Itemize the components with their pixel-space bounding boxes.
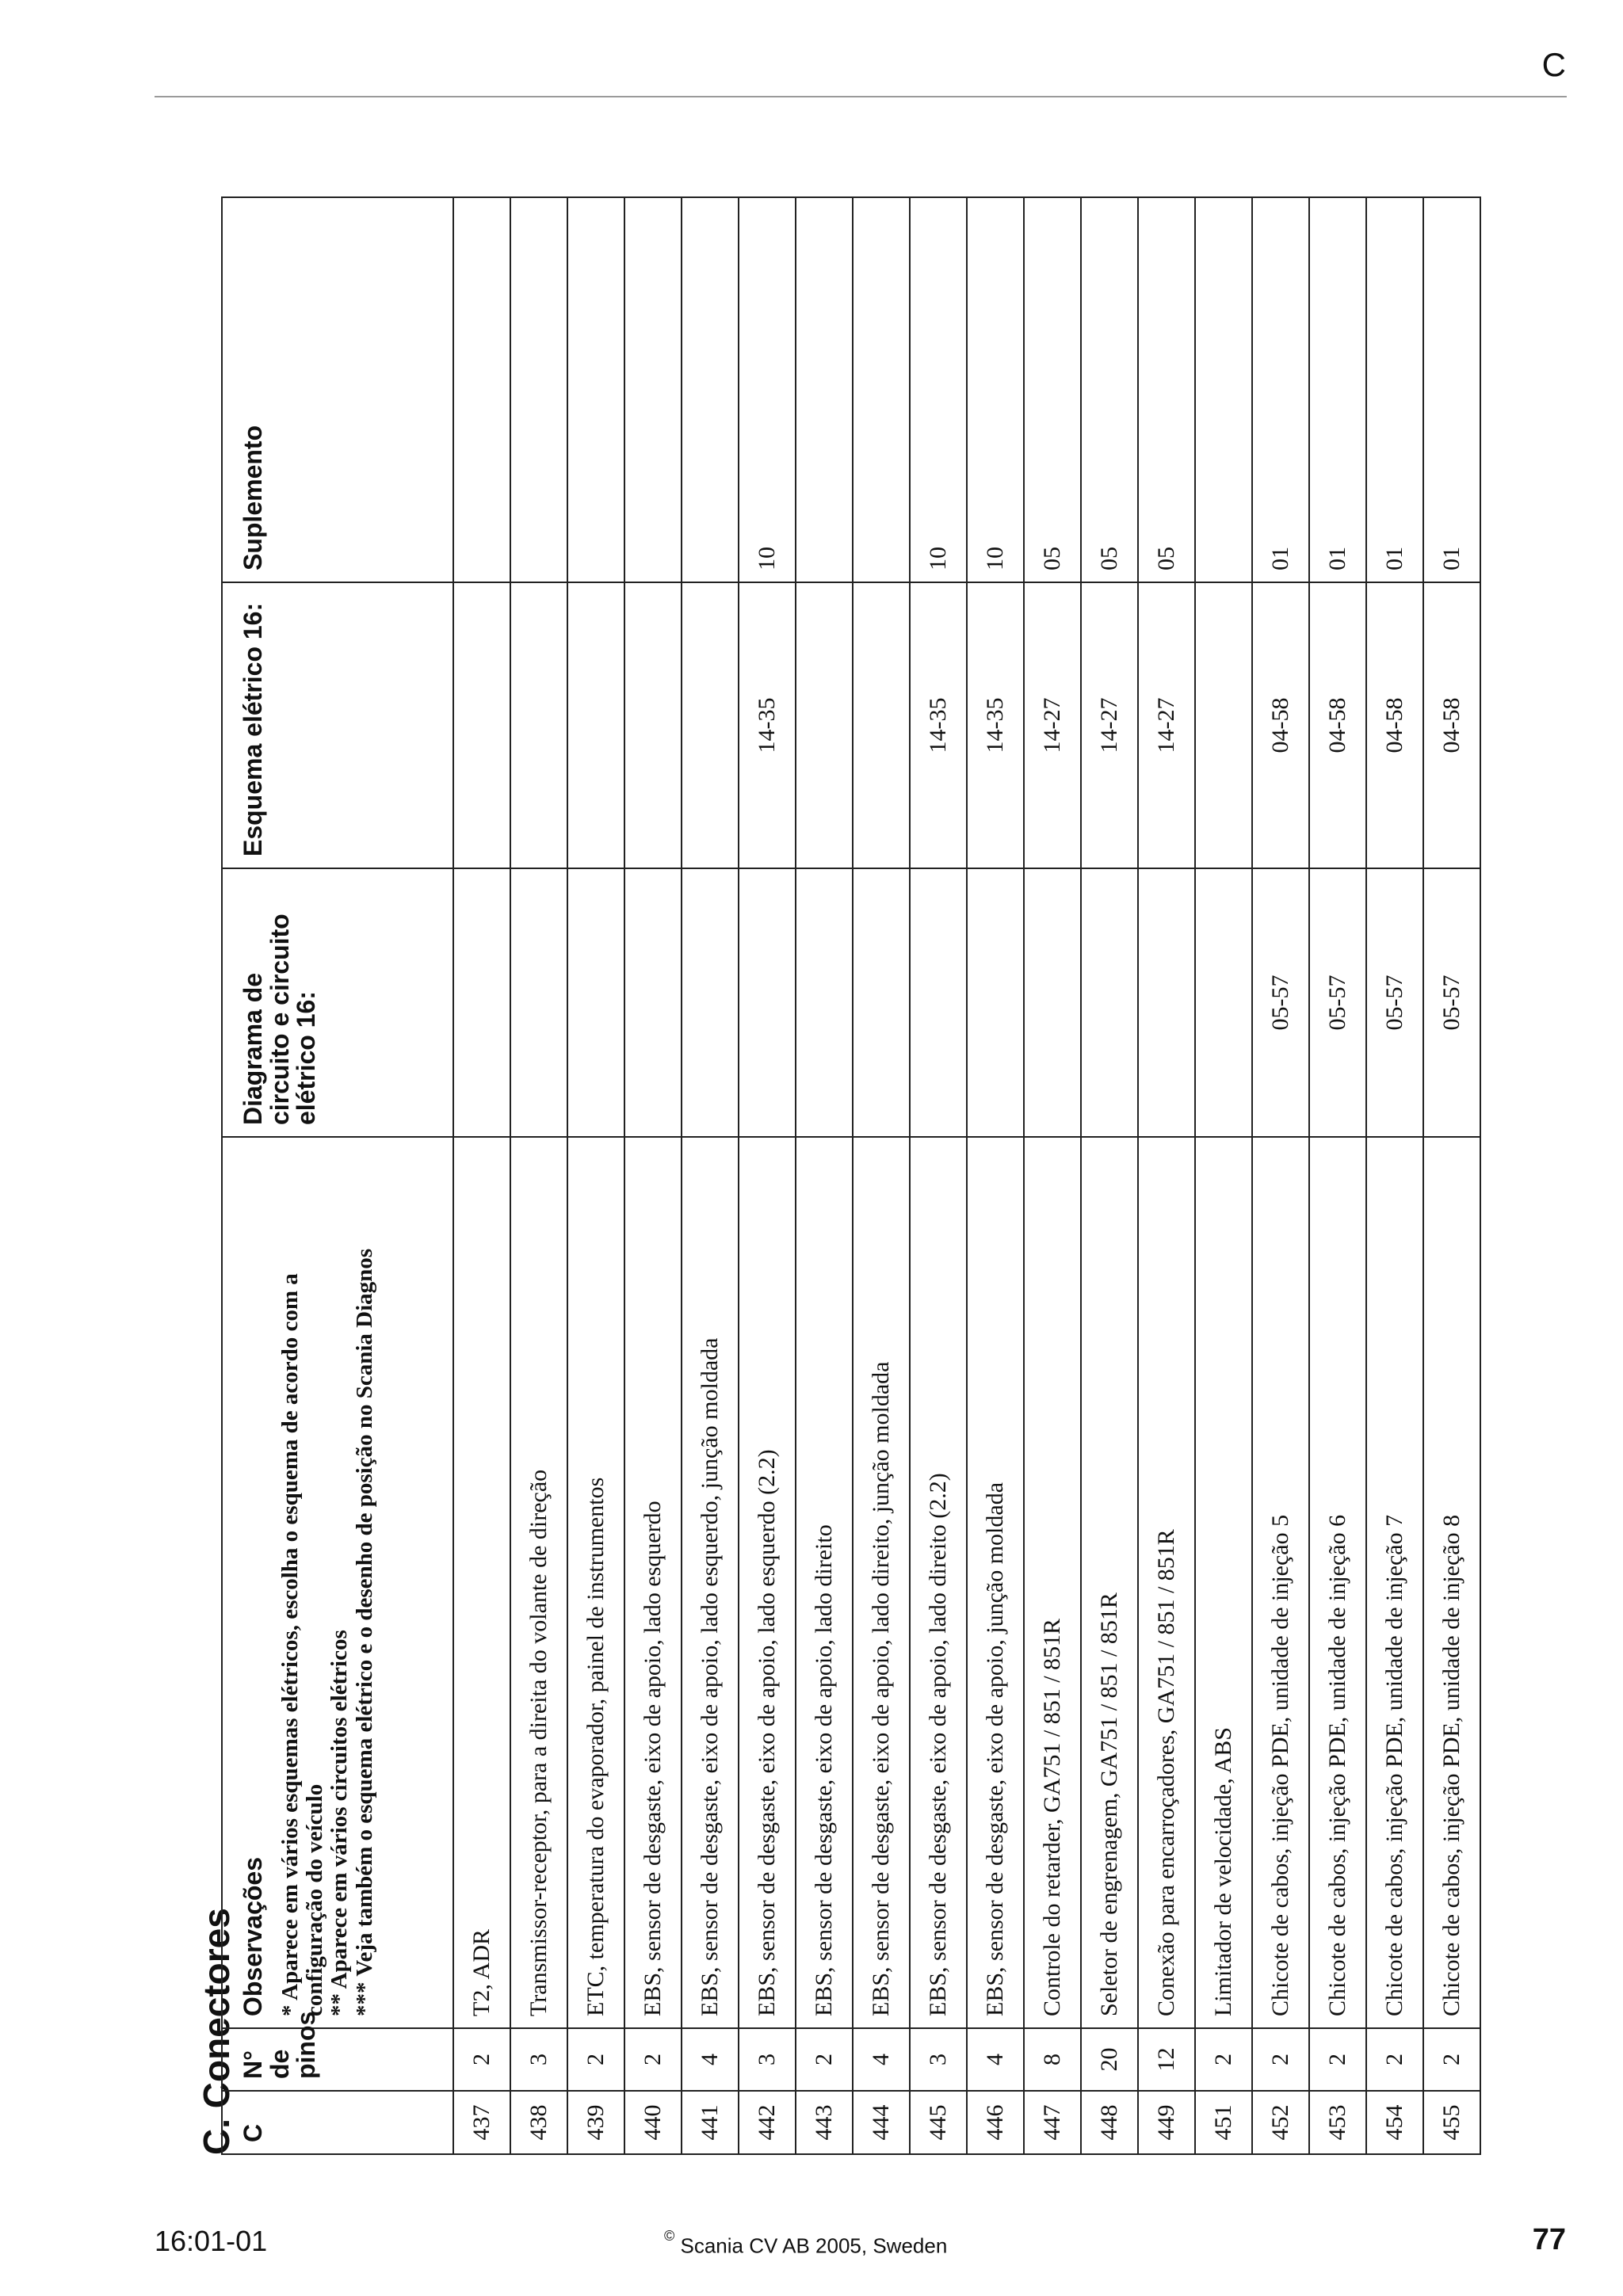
cell-connector: 445 (910, 2091, 967, 2154)
cell-connector: 449 (1138, 2091, 1195, 2154)
cell-scheme (796, 582, 853, 868)
cell-supplement (567, 197, 624, 582)
table-row (1309, 197, 1366, 2154)
table-row (1081, 197, 1138, 2154)
cell-supplement: 05 (1081, 197, 1138, 582)
table-row (1366, 197, 1423, 2154)
cell-supplement (853, 197, 910, 582)
cell-observation: EBS, sensor de desgaste, eixo de apoio, lado direito (2.2) (910, 1137, 967, 2028)
cell-pins: 2 (1252, 2028, 1309, 2091)
table-row (967, 197, 1024, 2154)
cell-diagram (910, 868, 967, 1137)
cell-diagram (1024, 868, 1081, 1137)
cell-observation: Limitador de velocidade, ABS (1195, 1137, 1252, 2028)
cell-diagram (739, 868, 796, 1137)
cell-scheme: 14-27 (1081, 582, 1138, 868)
col-header-c: C (222, 2091, 453, 2154)
note-1: * Aparece em vários esquemas elétricos, escolha o esquema de acordo com a configuração do veículo (277, 1273, 327, 2016)
cell-pins: 2 (1195, 2028, 1252, 2091)
cell-observation: EBS, sensor de desgaste, eixo de apoio, lado esquerdo (624, 1137, 682, 2028)
cell-supplement (624, 197, 682, 582)
table-row (510, 197, 567, 2154)
cell-scheme: 14-35 (967, 582, 1024, 868)
cell-diagram (567, 868, 624, 1137)
cell-observation: Chicote de cabos, injeção PDE, unidade de injeção 5 (1252, 1137, 1309, 2028)
col-header-supplement: Suplemento (222, 197, 453, 582)
cell-scheme (1195, 582, 1252, 868)
cell-diagram: 05-57 (1309, 868, 1366, 1137)
copyright-symbol: © (664, 2228, 675, 2244)
cell-connector: 439 (567, 2091, 624, 2154)
cell-connector: 455 (1423, 2091, 1480, 2154)
cell-supplement: 05 (1138, 197, 1195, 582)
cell-observation: Chicote de cabos, injeção PDE, unidade de injeção 6 (1309, 1137, 1366, 2028)
cell-pins: 3 (510, 2028, 567, 2091)
cell-observation: EBS, sensor de desgaste, eixo de apoio, junção moldada (967, 1137, 1024, 2028)
cell-pins: 4 (682, 2028, 739, 2091)
cell-connector: 441 (682, 2091, 739, 2154)
observations-notes (278, 1149, 377, 2016)
cell-scheme: 04-58 (1252, 582, 1309, 868)
cell-connector: 452 (1252, 2091, 1309, 2154)
cell-connector: 440 (624, 2091, 682, 2154)
copyright-text: Scania CV AB 2005, Sweden (680, 2233, 948, 2258)
cell-observation: ETC, temperatura do evaporador, painel de instrumentos (567, 1137, 624, 2028)
cell-scheme: 04-58 (1423, 582, 1480, 868)
cell-connector: 447 (1024, 2091, 1081, 2154)
cell-pins: 12 (1138, 2028, 1195, 2091)
cell-pins: 2 (453, 2028, 510, 2091)
cell-pins: 3 (910, 2028, 967, 2091)
cell-diagram (1138, 868, 1195, 1137)
cell-diagram: 05-57 (1423, 868, 1480, 1137)
cell-pins: 2 (1309, 2028, 1366, 2091)
cell-scheme (624, 582, 682, 868)
observations-title: Observações (239, 1856, 267, 2016)
cell-scheme: 14-27 (1024, 582, 1081, 868)
header-rule (155, 96, 1567, 97)
cell-observation: Transmissor-receptor, para a direita do volante de direção (510, 1137, 567, 2028)
cell-supplement: 01 (1309, 197, 1366, 582)
table-row (624, 197, 682, 2154)
cell-connector: 438 (510, 2091, 567, 2154)
cell-diagram (967, 868, 1024, 1137)
cell-pins: 2 (1423, 2028, 1480, 2091)
cell-observation: EBS, sensor de desgaste, eixo de apoio, lado esquerdo (2.2) (739, 1137, 796, 2028)
cell-connector: 442 (739, 2091, 796, 2154)
cell-pins: 2 (567, 2028, 624, 2091)
cell-diagram (796, 868, 853, 1137)
table-row (853, 197, 910, 2154)
cell-supplement: 10 (739, 197, 796, 582)
copyright-notice (664, 2228, 948, 2259)
cell-connector: 453 (1309, 2091, 1366, 2154)
cell-scheme: 14-35 (910, 582, 967, 868)
col-header-observations (222, 1137, 453, 2028)
cell-supplement: 01 (1366, 197, 1423, 582)
cell-scheme (682, 582, 739, 868)
cell-diagram (453, 868, 510, 1137)
note-3: *** Veja também o esquema elétrico e o desenho de posição no Scania Diagnos (351, 1248, 377, 2016)
table-row (739, 197, 796, 2154)
cell-connector: 443 (796, 2091, 853, 2154)
col-header-pins: N° de pinos (222, 2028, 453, 2091)
table-header-row (222, 197, 453, 2154)
cell-connector: 446 (967, 2091, 1024, 2154)
cell-connector: 444 (853, 2091, 910, 2154)
cell-diagram: 05-57 (1366, 868, 1423, 1137)
cell-pins: 2 (1366, 2028, 1423, 2091)
cell-diagram: 05-57 (1252, 868, 1309, 1137)
document-number: 16:01-01 (155, 2225, 268, 2257)
cell-supplement (510, 197, 567, 582)
cell-diagram (510, 868, 567, 1137)
col-header-scheme: Esquema elétrico 16: (222, 582, 453, 868)
note-2: ** Aparece em vários circuitos elétricos (327, 1630, 353, 2016)
table-row (1024, 197, 1081, 2154)
cell-scheme (453, 582, 510, 868)
cell-pins: 4 (967, 2028, 1024, 2091)
cell-supplement: 10 (967, 197, 1024, 582)
cell-pins: 3 (739, 2028, 796, 2091)
cell-observation: Conexão para encarroçadores, GA751 / 851 / 851R (1138, 1137, 1195, 2028)
chapter-letter: C (1541, 46, 1566, 83)
cell-supplement (682, 197, 739, 582)
cell-diagram (624, 868, 682, 1137)
table-row (910, 197, 967, 2154)
rotated-table-block (185, 198, 1468, 2155)
cell-scheme (567, 582, 624, 868)
table-row (1195, 197, 1252, 2154)
table-row (1252, 197, 1309, 2154)
cell-connector: 437 (453, 2091, 510, 2154)
table-body (453, 197, 1480, 2154)
col-header-diagram: Diagrama de circuito e circuito elétrico 16: (222, 868, 453, 1137)
cell-pins: 8 (1024, 2028, 1081, 2091)
cell-scheme (510, 582, 567, 868)
cell-pins: 2 (796, 2028, 853, 2091)
table-row (796, 197, 853, 2154)
cell-scheme: 04-58 (1366, 582, 1423, 868)
cell-pins: 4 (853, 2028, 910, 2091)
cell-observation: EBS, sensor de desgaste, eixo de apoio, lado direito, junção moldada (853, 1137, 910, 2028)
cell-diagram (1195, 868, 1252, 1137)
cell-scheme (853, 582, 910, 868)
table-row (682, 197, 739, 2154)
cell-supplement (453, 197, 510, 582)
cell-observation: EBS, sensor de desgaste, eixo de apoio, lado esquerdo, junção moldada (682, 1137, 739, 2028)
cell-observation: Chicote de cabos, injeção PDE, unidade de injeção 7 (1366, 1137, 1423, 2028)
cell-scheme: 14-35 (739, 582, 796, 868)
cell-observation: Controle do retarder, GA751 / 851 / 851R (1024, 1137, 1081, 2028)
table-row (1423, 197, 1480, 2154)
page-number: 77 (1532, 2223, 1566, 2256)
cell-supplement: 05 (1024, 197, 1081, 582)
cell-supplement: 01 (1252, 197, 1309, 582)
cell-observation: T2, ADR (453, 1137, 510, 2028)
cell-scheme: 14-27 (1138, 582, 1195, 868)
cell-diagram (682, 868, 739, 1137)
table-row (1138, 197, 1195, 2154)
section-title: C. Conectores (196, 1908, 237, 2155)
cell-supplement (796, 197, 853, 582)
cell-observation: Chicote de cabos, injeção PDE, unidade de injeção 8 (1423, 1137, 1480, 2028)
cell-connector: 451 (1195, 2091, 1252, 2154)
cell-observation: EBS, sensor de desgaste, eixo de apoio, lado direito (796, 1137, 853, 2028)
cell-connector: 454 (1366, 2091, 1423, 2154)
connectors-table (221, 196, 1481, 2155)
cell-diagram (1081, 868, 1138, 1137)
table-row (567, 197, 624, 2154)
cell-diagram (853, 868, 910, 1137)
cell-supplement: 01 (1423, 197, 1480, 582)
table-row (453, 197, 510, 2154)
cell-supplement (1195, 197, 1252, 582)
cell-connector: 448 (1081, 2091, 1138, 2154)
cell-pins: 2 (624, 2028, 682, 2091)
cell-supplement: 10 (910, 197, 967, 582)
cell-pins: 20 (1081, 2028, 1138, 2091)
cell-observation: Seletor de engrenagem, GA751 / 851 / 851R (1081, 1137, 1138, 2028)
cell-scheme: 04-58 (1309, 582, 1366, 868)
